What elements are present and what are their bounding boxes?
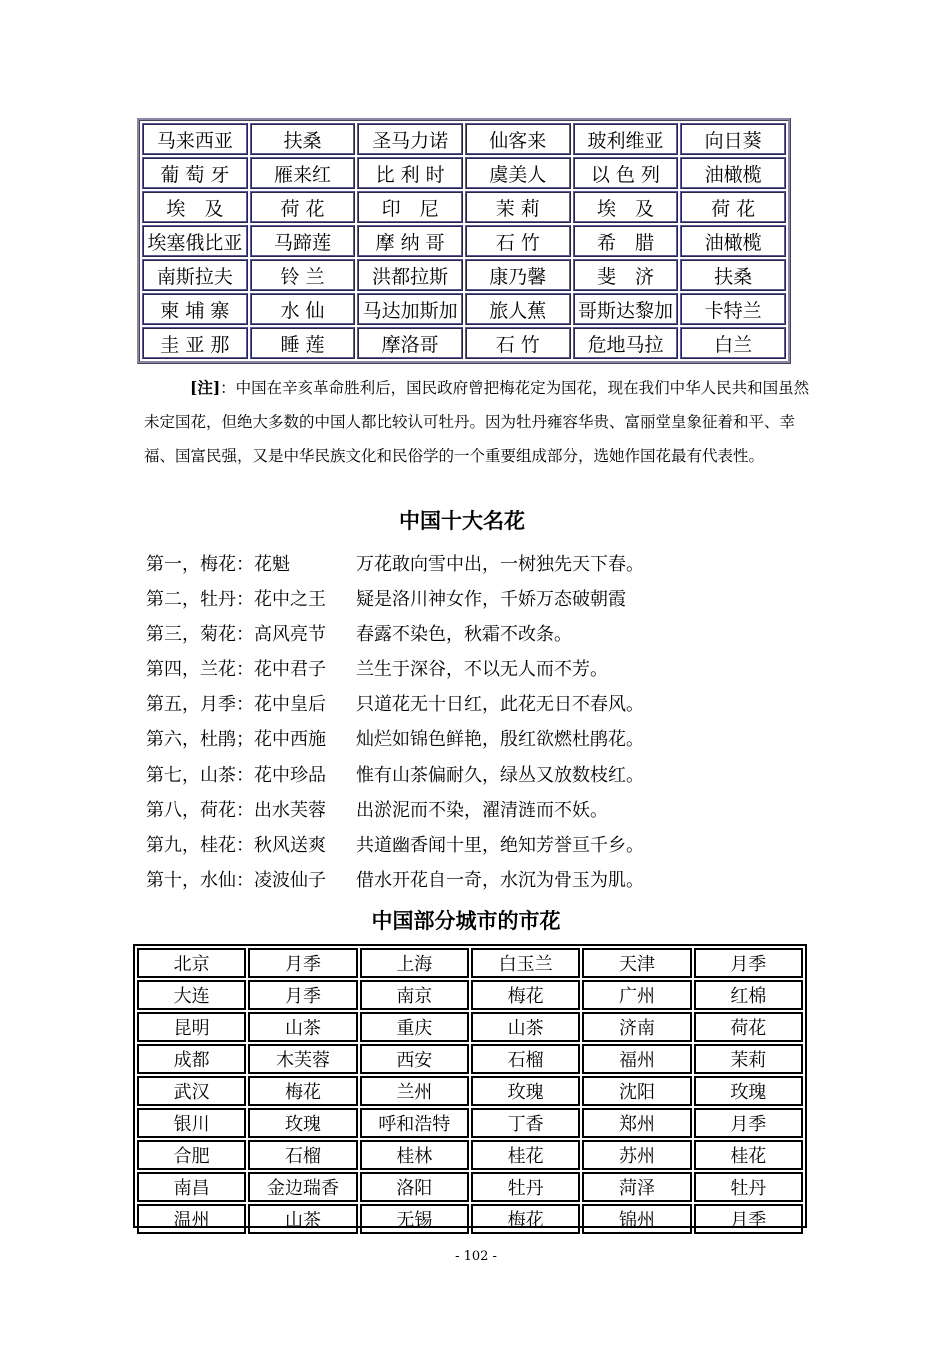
table-cell: 印 尼 [357, 191, 463, 223]
table-cell: 圣马力诺 [357, 123, 463, 155]
table-cell: 茉莉 [694, 1044, 803, 1074]
table-cell: 山茶 [248, 1204, 357, 1234]
table-cell: 月季 [694, 1108, 803, 1138]
table-cell: 郑州 [582, 1108, 691, 1138]
table-cell: 斐 济 [573, 259, 679, 291]
table-cell: 桂花 [471, 1140, 580, 1170]
table-cell: 兰州 [360, 1076, 469, 1106]
note-label: [注] [190, 378, 221, 397]
note-paragraph [144, 371, 814, 473]
flower-verse: 兰生于深谷，不以无人而不芳。 [356, 659, 608, 681]
city-flowers-table-body [137, 948, 803, 1234]
table-cell: 茉 莉 [465, 191, 571, 223]
city-flowers-table [133, 944, 807, 1231]
table-cell: 睡 莲 [250, 327, 356, 359]
table-cell: 月季 [694, 948, 803, 978]
table-cell: 危地马拉 [573, 327, 679, 359]
national-flowers-table-body [142, 123, 786, 359]
table-row [137, 1108, 803, 1138]
table-cell: 大连 [137, 980, 246, 1010]
list-item [146, 652, 644, 687]
flower-title: 第八，荷花：出水芙蓉 [146, 799, 326, 821]
table-row [137, 980, 803, 1010]
table-cell: 马达加斯加 [357, 293, 463, 325]
table-cell: 北京 [137, 948, 246, 978]
table-cell: 呼和浩特 [360, 1108, 469, 1138]
flower-title: 第三，菊花：高风亮节 [146, 624, 326, 646]
table-cell: 荷花 [694, 1012, 803, 1042]
flower-verse: 只道花无十日红，此花无日不春风。 [356, 694, 644, 716]
table-row [142, 157, 786, 189]
table-cell: 石 竹 [465, 225, 571, 257]
table-cell: 虞美人 [465, 157, 571, 189]
list-item [146, 793, 644, 828]
table-cell: 梅花 [471, 980, 580, 1010]
list-item [146, 863, 644, 898]
list-item [146, 722, 644, 757]
table-cell: 广州 [582, 980, 691, 1010]
flower-verse: 春露不染色，秋霜不改条。 [356, 624, 572, 646]
table-cell: 扶桑 [250, 123, 356, 155]
flower-title: 第四，兰花：花中君子 [146, 659, 326, 681]
table-cell: 苏州 [582, 1140, 691, 1170]
note-text: ：中国在辛亥革命胜利后，国民政府曾把梅花定为国花，现在我们中华人民共和国虽然未定国花，但绝大多数的中国人都比较认可牡丹。因为牡丹雍容华贵、富丽堂皇象征着和平、幸福、国富民强，又是中华民族文化和民俗学的一个重要组成部分，选她作国花最有代表性。 [144, 379, 810, 465]
table-cell: 洪都拉斯 [357, 259, 463, 291]
table-row [137, 1140, 803, 1170]
table-cell: 山茶 [471, 1012, 580, 1042]
table-cell: 月季 [248, 980, 357, 1010]
table-cell: 马蹄莲 [250, 225, 356, 257]
table-cell: 银川 [137, 1108, 246, 1138]
table-cell: 重庆 [360, 1012, 469, 1042]
table-cell: 成都 [137, 1044, 246, 1074]
table-cell: 梅花 [248, 1076, 357, 1106]
table-cell: 白兰 [680, 327, 786, 359]
table-cell: 木芙蓉 [248, 1044, 357, 1074]
list-item [146, 617, 644, 652]
table-cell: 武汉 [137, 1076, 246, 1106]
page-number: - 102 - [455, 1249, 497, 1264]
table-cell: 无锡 [360, 1204, 469, 1234]
table-cell: 白玉兰 [471, 948, 580, 978]
table-cell: 牡丹 [694, 1172, 803, 1202]
table-cell: 玫瑰 [248, 1108, 357, 1138]
flower-title: 第十，水仙：凌波仙子 [146, 869, 326, 891]
table-cell: 锦州 [582, 1204, 691, 1234]
table-cell: 温州 [137, 1204, 246, 1234]
table-cell: 油橄榄 [680, 225, 786, 257]
table-row [137, 948, 803, 978]
table-cell: 山茶 [248, 1012, 357, 1042]
table-cell: 丁香 [471, 1108, 580, 1138]
table-cell: 仙客来 [465, 123, 571, 155]
flower-verse: 万花敢向雪中出，一树独先天下春。 [356, 554, 644, 575]
table-row [142, 327, 786, 359]
flower-verse: 借水开花自一奇，水沉为骨玉为肌。 [356, 869, 644, 891]
table-cell: 石榴 [248, 1140, 357, 1170]
table-cell: 南京 [360, 980, 469, 1010]
table-cell: 玫瑰 [694, 1076, 803, 1106]
table-cell: 沈阳 [582, 1076, 691, 1106]
table-cell: 昆明 [137, 1012, 246, 1042]
flower-verse: 出淤泥而不染，濯清涟而不妖。 [356, 799, 608, 821]
table-row [142, 123, 786, 155]
table-cell: 洛阳 [360, 1172, 469, 1202]
table-cell: 柬 埔 寨 [142, 293, 248, 325]
table-cell: 梅花 [471, 1204, 580, 1234]
table-cell: 卡特兰 [680, 293, 786, 325]
table-cell: 玫瑰 [471, 1076, 580, 1106]
flower-title: 第五，月季：花中皇后 [146, 694, 326, 716]
table-cell: 桂花 [694, 1140, 803, 1170]
table-cell: 埃 及 [573, 191, 679, 223]
table-row [142, 225, 786, 257]
top-ten-list [146, 547, 644, 898]
flower-verse: 共道幽香闻十里，绝知芳誉亘千乡。 [356, 834, 644, 856]
table-cell: 荷 花 [250, 191, 356, 223]
table-cell: 桂林 [360, 1140, 469, 1170]
flower-title: 第七，山茶：花中珍品 [146, 764, 326, 786]
city-flowers-heading: 中国部分城市的市花 [371, 909, 561, 933]
table-cell: 雁来红 [250, 157, 356, 189]
table-cell: 水 仙 [250, 293, 356, 325]
table-cell: 以 色 列 [573, 157, 679, 189]
table-cell: 月季 [694, 1204, 803, 1234]
list-item [146, 582, 644, 617]
table-row [137, 1172, 803, 1202]
table-cell: 埃塞俄比亚 [142, 225, 248, 257]
national-flowers-table [137, 118, 791, 364]
table-row [142, 293, 786, 325]
flower-title: 第九，桂花：秋风送爽 [146, 834, 326, 856]
table-cell: 牡丹 [471, 1172, 580, 1202]
table-cell: 济南 [582, 1012, 691, 1042]
table-cell: 石榴 [471, 1044, 580, 1074]
table-cell: 希 腊 [573, 225, 679, 257]
table-cell: 玻利维亚 [573, 123, 679, 155]
table-cell: 上海 [360, 948, 469, 978]
table-cell: 南昌 [137, 1172, 246, 1202]
top-ten-heading: 中国十大名花 [399, 509, 525, 533]
table-cell: 摩 纳 哥 [357, 225, 463, 257]
table-cell: 扶桑 [680, 259, 786, 291]
table-cell: 旅人蕉 [465, 293, 571, 325]
flower-verse: 灿烂如锦色鲜艳，殷红欲燃杜鹃花。 [356, 729, 644, 751]
list-item [146, 547, 644, 582]
table-cell: 西安 [360, 1044, 469, 1074]
table-cell: 马来西亚 [142, 123, 248, 155]
table-cell: 葡 萄 牙 [142, 157, 248, 189]
table-cell: 摩洛哥 [357, 327, 463, 359]
table-cell: 月季 [248, 948, 357, 978]
table-cell: 红棉 [694, 980, 803, 1010]
table-row [142, 191, 786, 223]
flower-title: 第二，牡丹：花中之王 [146, 589, 326, 611]
flower-title: 第六，杜鹃；花中西施 [146, 729, 326, 751]
table-cell: 油橄榄 [680, 157, 786, 189]
table-row [142, 259, 786, 291]
list-item [146, 687, 644, 722]
table-cell: 向日葵 [680, 123, 786, 155]
list-item [146, 828, 644, 863]
table-cell: 菏泽 [582, 1172, 691, 1202]
table-cell: 南斯拉夫 [142, 259, 248, 291]
flower-verse: 疑是洛川神女作，千娇万态破朝霞 [356, 589, 626, 611]
table-cell: 福州 [582, 1044, 691, 1074]
list-item [146, 758, 644, 793]
table-cell: 圭 亚 那 [142, 327, 248, 359]
table-cell: 康乃馨 [465, 259, 571, 291]
table-cell: 金边瑞香 [248, 1172, 357, 1202]
table-cell: 比 利 时 [357, 157, 463, 189]
table-cell: 铃 兰 [250, 259, 356, 291]
table-cell: 荷 花 [680, 191, 786, 223]
flower-title: 第一，梅花：花魁 [146, 554, 290, 575]
table-cell: 天津 [582, 948, 691, 978]
table-row [137, 1076, 803, 1106]
table-cell: 石 竹 [465, 327, 571, 359]
table-row [137, 1012, 803, 1042]
table-row [137, 1044, 803, 1074]
table-cell: 哥斯达黎加 [573, 293, 679, 325]
table-row [137, 1204, 803, 1234]
table-cell: 合肥 [137, 1140, 246, 1170]
table-cell: 埃 及 [142, 191, 248, 223]
flower-verse: 惟有山茶偏耐久，绿丛又放数枝红。 [356, 764, 644, 786]
